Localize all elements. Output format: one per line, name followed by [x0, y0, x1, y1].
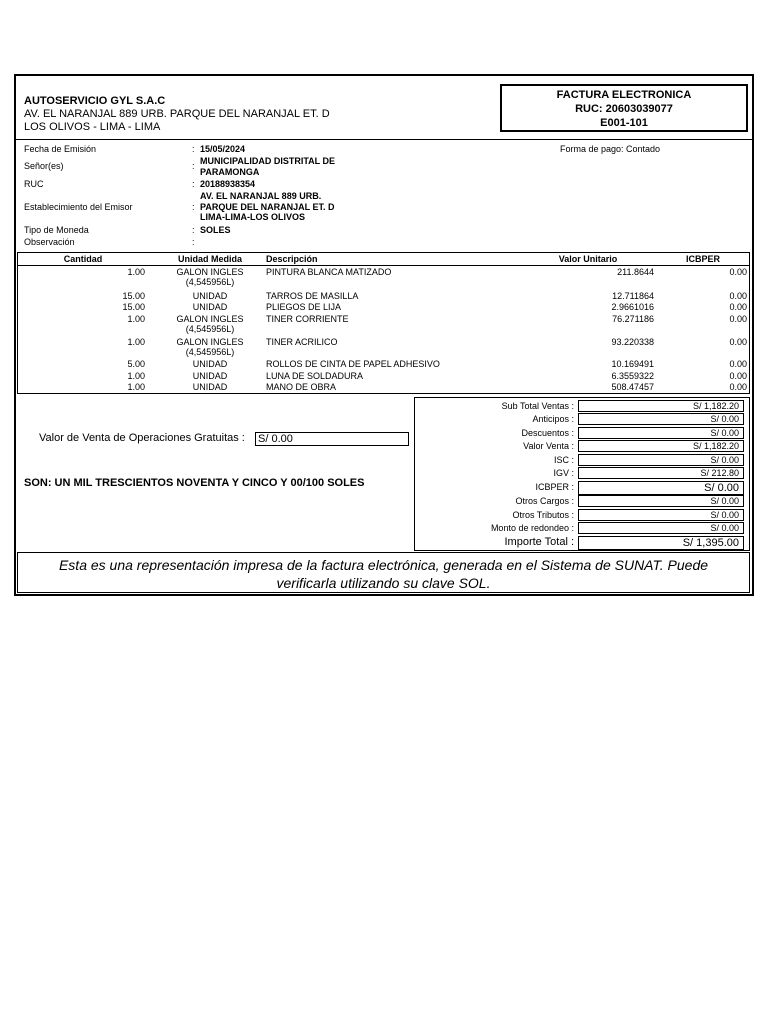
total-label: Otros Cargos : [515, 496, 574, 506]
total-label: Anticipos : [532, 414, 574, 424]
fecha-value: 15/05/2024 [200, 144, 246, 154]
cell-unit-price: 76.271186 [612, 314, 654, 324]
colon: : [192, 202, 195, 212]
gratuitas-value: S/ 0.00 [255, 432, 409, 446]
total-value: S/ 0.00 [578, 427, 744, 439]
cell-qty: 1.00 [127, 267, 145, 277]
cell-unit-detail: (4,545956L) [185, 347, 235, 357]
senor-value-1: MUNICIPALIDAD DISTRITAL DE [200, 156, 335, 166]
cell-unit-detail: (4,545956L) [185, 277, 235, 287]
cell-qty: 1.00 [127, 337, 145, 347]
invoice-id-box [500, 84, 748, 132]
total-value: S/ 0.00 [578, 522, 744, 534]
moneda-value: SOLES [200, 225, 231, 235]
cell-unit-price: 211.8644 [617, 267, 654, 277]
cell-unit: GALON INGLES [176, 337, 244, 347]
company-address-line1: AV. EL NARANJAL 889 URB. PARQUE DEL NARANJAL ET. D [24, 108, 330, 120]
fecha-label: Fecha de Emisión [24, 144, 97, 154]
cell-unit: UNIDAD [192, 382, 228, 392]
col-header-unidad: Unidad Medida [177, 254, 242, 264]
footer-line2: verificarla utilizando su clave SOL. [276, 575, 491, 591]
col-header-descripcion: Descripción [266, 254, 318, 264]
header-divider [16, 139, 752, 140]
colon: : [192, 144, 195, 154]
cell-icbper: 0.00 [729, 314, 747, 324]
total-label: Descuentos : [521, 428, 574, 438]
cell-description: TINER CORRIENTE [266, 314, 349, 324]
invoice-title: FACTURA ELECTRONICA [556, 89, 692, 101]
colon: : [192, 179, 195, 189]
items-table [17, 252, 750, 394]
colon: : [192, 225, 195, 235]
cell-unit-detail: (4,545956L) [185, 324, 235, 334]
cell-qty: 5.00 [127, 359, 145, 369]
cell-icbper: 0.00 [729, 267, 747, 277]
cell-unit-price: 10.169491 [611, 359, 654, 369]
invoice-ruc: RUC: 20603039077 [575, 103, 673, 115]
moneda-label: Tipo de Moneda [24, 225, 89, 235]
total-label: IGV : [553, 468, 574, 478]
senor-value-2: PARAMONGA [200, 167, 260, 177]
estab-value-1: AV. EL NARANJAL 889 URB. [200, 191, 322, 201]
colon: : [192, 237, 195, 247]
cell-qty: 1.00 [127, 382, 145, 392]
total-value: S/ 0.00 [578, 481, 744, 495]
cell-unit: UNIDAD [192, 291, 228, 301]
ruc-value: 20188938354 [200, 179, 256, 189]
total-value: S/ 0.00 [578, 509, 744, 521]
cell-description: LUNA DE SOLDADURA [266, 371, 364, 381]
company-name: AUTOSERVICIO GYL S.A.C [24, 95, 166, 107]
cell-unit-price: 12.711864 [612, 291, 654, 301]
total-label: Importe Total : [504, 536, 574, 548]
total-label: Valor Venta : [523, 441, 574, 451]
cell-icbper: 0.00 [729, 291, 747, 301]
cell-qty: 15.00 [122, 291, 145, 301]
obs-label: Observación [24, 237, 75, 247]
total-label: ICBPER : [535, 482, 574, 492]
cell-description: TINER ACRILICO [266, 337, 338, 347]
total-label: Otros Tributos : [512, 510, 574, 520]
cell-icbper: 0.00 [729, 382, 747, 392]
table-header-divider [18, 265, 749, 266]
total-label: ISC : [553, 455, 574, 465]
cell-unit: GALON INGLES [176, 314, 244, 324]
cell-qty: 1.00 [127, 314, 145, 324]
total-value: S/ 1,182.20 [578, 440, 744, 452]
col-header-cantidad: Cantidad [63, 254, 103, 264]
cell-unit: UNIDAD [192, 302, 228, 312]
cell-unit-price: 508.47457 [611, 382, 654, 392]
senor-label: Señor(es) [24, 161, 64, 171]
cell-unit-price: 93.220338 [611, 337, 654, 347]
cell-qty: 1.00 [127, 371, 145, 381]
cell-icbper: 0.00 [729, 337, 747, 347]
cell-icbper: 0.00 [729, 302, 747, 312]
col-header-valor-unitario: Valor Unitario [558, 254, 618, 264]
footer-box [17, 552, 750, 593]
estab-value-3: LIMA-LIMA-LOS OLIVOS [200, 212, 305, 222]
invoice-number: E001-101 [600, 117, 648, 129]
total-value: S/ 212.80 [578, 467, 744, 479]
cell-unit-price: 6.3559322 [611, 371, 654, 381]
cell-description: PINTURA BLANCA MATIZADO [266, 267, 392, 277]
col-header-icbper: ICBPER [685, 254, 720, 264]
ruc-label: RUC [24, 179, 44, 189]
cell-description: MANO DE OBRA [266, 382, 337, 392]
cell-unit-price: 2.9661016 [611, 302, 654, 312]
total-label: Sub Total Ventas : [501, 401, 574, 411]
total-label: Monto de redondeo : [490, 523, 574, 533]
estab-value-2: PARQUE DEL NARANJAL ET. D [200, 202, 335, 212]
cell-unit: UNIDAD [192, 371, 228, 381]
cell-description: TARROS DE MASILLA [266, 291, 359, 301]
forma-pago: Forma de pago: Contado [560, 144, 661, 154]
total-value: S/ 0.00 [578, 413, 744, 425]
company-address-line2: LOS OLIVOS - LIMA - LIMA [24, 121, 161, 133]
colon: : [192, 161, 195, 171]
footer-line1: Esta es una representación impresa de la factura electrónica, generada en el Sistema de SUNAT. Puede [58, 557, 709, 573]
cell-unit: GALON INGLES [176, 267, 244, 277]
cell-unit: UNIDAD [192, 359, 228, 369]
total-value: S/ 0.00 [578, 495, 744, 507]
total-value: S/ 1,182.20 [578, 400, 744, 412]
cell-qty: 15.00 [122, 302, 145, 312]
amount-in-words: SON: UN MIL TRESCIENTOS NOVENTA Y CINCO Y 00/100 SOLES [24, 477, 365, 489]
cell-description: PLIEGOS DE LIJA [266, 302, 342, 312]
total-value: S/ 1,395.00 [578, 536, 744, 550]
cell-description: ROLLOS DE CINTA DE PAPEL ADHESIVO [266, 359, 440, 369]
cell-icbper: 0.00 [729, 359, 747, 369]
estab-label: Establecimiento del Emisor [24, 202, 133, 212]
cell-icbper: 0.00 [729, 371, 747, 381]
gratuitas-label: Valor de Venta de Operaciones Gratuitas : [39, 432, 245, 444]
total-value: S/ 0.00 [578, 454, 744, 466]
